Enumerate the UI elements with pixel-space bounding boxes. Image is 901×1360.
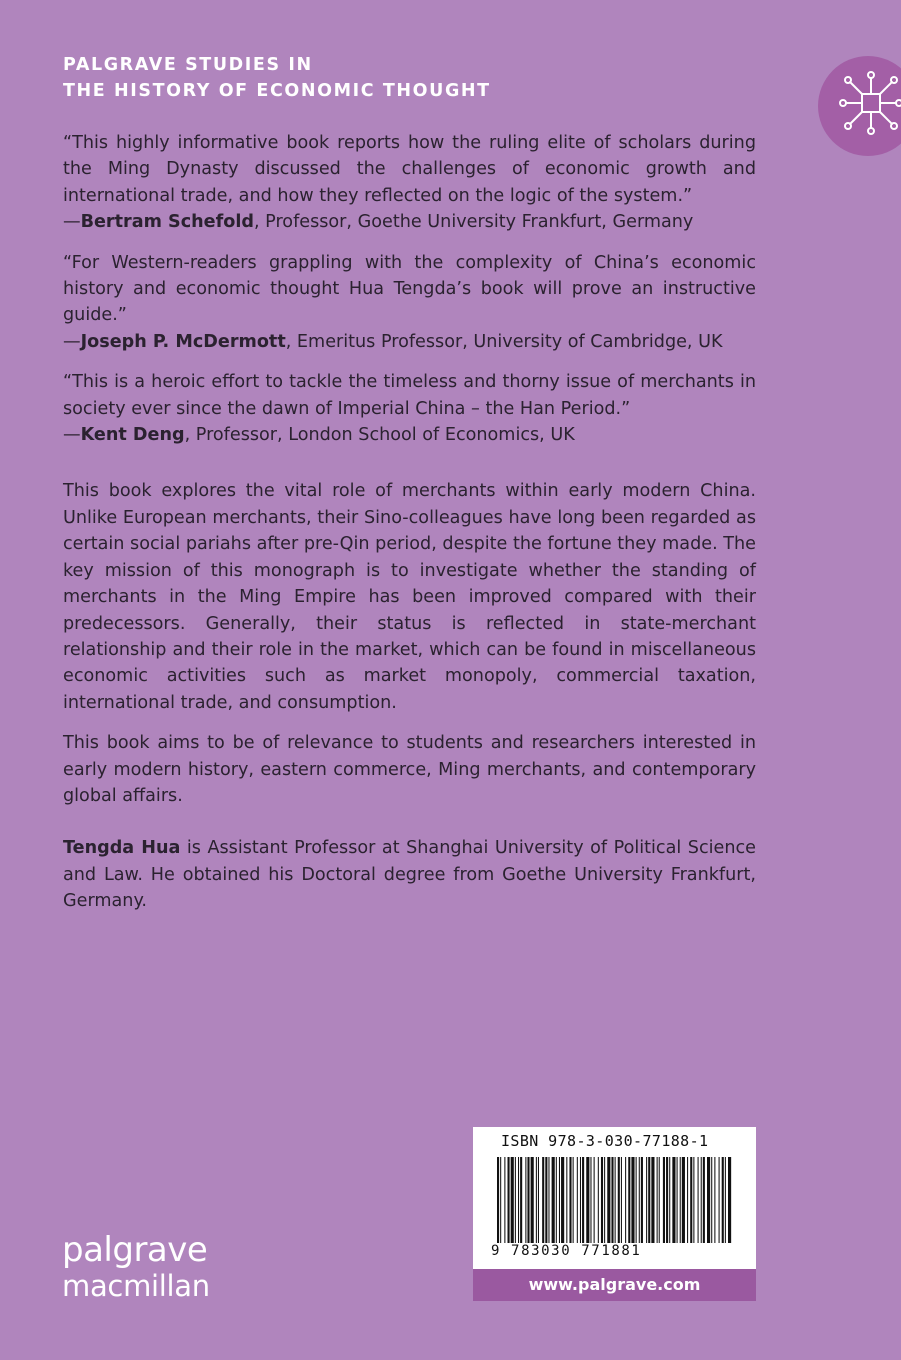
isbn-label: ISBN 978-3-030-77188-1	[501, 1132, 709, 1150]
endorser-name: Joseph P. McDermott	[80, 331, 286, 352]
author-name: Tengda Hua	[63, 838, 181, 859]
dash: —	[63, 331, 81, 352]
series-title-line2: THE HISTORY OF ECONOMIC THOUGHT	[63, 81, 491, 101]
endorser-affiliation: , Professor, London School of Economics, UK	[184, 425, 575, 446]
endorsement-2-text: “For Western-readers grappling with the complexity of China’s economic history and economic thought Hua Tengda’s book will prove an instructive guide.”	[63, 252, 756, 326]
series-title-line1: PALGRAVE STUDIES IN	[63, 55, 313, 75]
back-cover-text	[63, 130, 756, 915]
endorser-name: Bertram Schefold	[80, 212, 254, 233]
book-description	[63, 478, 756, 809]
endorsement-1-attribution	[63, 209, 756, 235]
endorser-name: Kent Deng	[80, 425, 185, 446]
isbn-barcode-panel	[473, 1127, 756, 1301]
endorsement-1	[63, 130, 756, 236]
publisher-logo-line1: palgrave	[62, 1230, 208, 1270]
series-logo-tab	[818, 56, 901, 156]
endorsement-3	[63, 369, 756, 448]
endorser-affiliation: , Professor, Goethe University Frankfurt, Germany	[253, 212, 694, 233]
author-bio-text: is Assistant Professor at Shanghai University of Political Science and Law. He obtained his Doctoral degree from Goethe University Frankfurt, Germany.	[63, 838, 756, 912]
description-paragraph-2: This book aims to be of relevance to students and researchers interested in early modern history, eastern commerce, Ming merchants, and contemporary global affairs.	[63, 733, 756, 806]
endorsement-1-text: “This highly informative book reports how the ruling elite of scholars during the Ming Dynasty discussed the challenges of economic growth and international trade, and how they reflected on the logic of the system.”	[63, 133, 756, 206]
barcode-digits: 9 783030 771881	[491, 1243, 642, 1259]
website-url[interactable]: www.palgrave.com	[473, 1269, 756, 1301]
barcode-icon	[497, 1157, 733, 1245]
dash: —	[63, 212, 81, 233]
dash: —	[63, 425, 81, 446]
author-bio	[63, 835, 756, 914]
endorsement-3-text: “This is a heroic effort to tackle the timeless and thorny issue of merchants in society ever since the dawn of Imperial China – the Han Period.”	[63, 372, 756, 419]
endorsement-2-attribution	[63, 329, 756, 355]
description-paragraph-1: This book explores the vital role of merchants within early modern China. Unlike European merchants, their Sino-colleagues have long been regarded as certain social pariahs after pre-Qin period, despite the fortune they made. The key mission of this monograph is to investigate whether the standing of merchants in the Ming Empire has been improved compared with their predecessors. Generally, their status is reflected in state-merchant relationship and their role in the market, which can be found in miscellaneous economic activities such as market monopoly, commercial taxation, international trade, and consumption.	[63, 481, 756, 713]
endorsement-2	[63, 250, 756, 356]
endorsement-3-attribution	[63, 422, 756, 448]
endorser-affiliation: , Emeritus Professor, University of Cambridge, UK	[285, 331, 723, 352]
series-title	[63, 52, 491, 104]
palgrave-network-icon	[836, 68, 901, 138]
publisher-logo	[62, 1232, 210, 1304]
publisher-logo-line2: macmillan	[62, 1269, 210, 1303]
